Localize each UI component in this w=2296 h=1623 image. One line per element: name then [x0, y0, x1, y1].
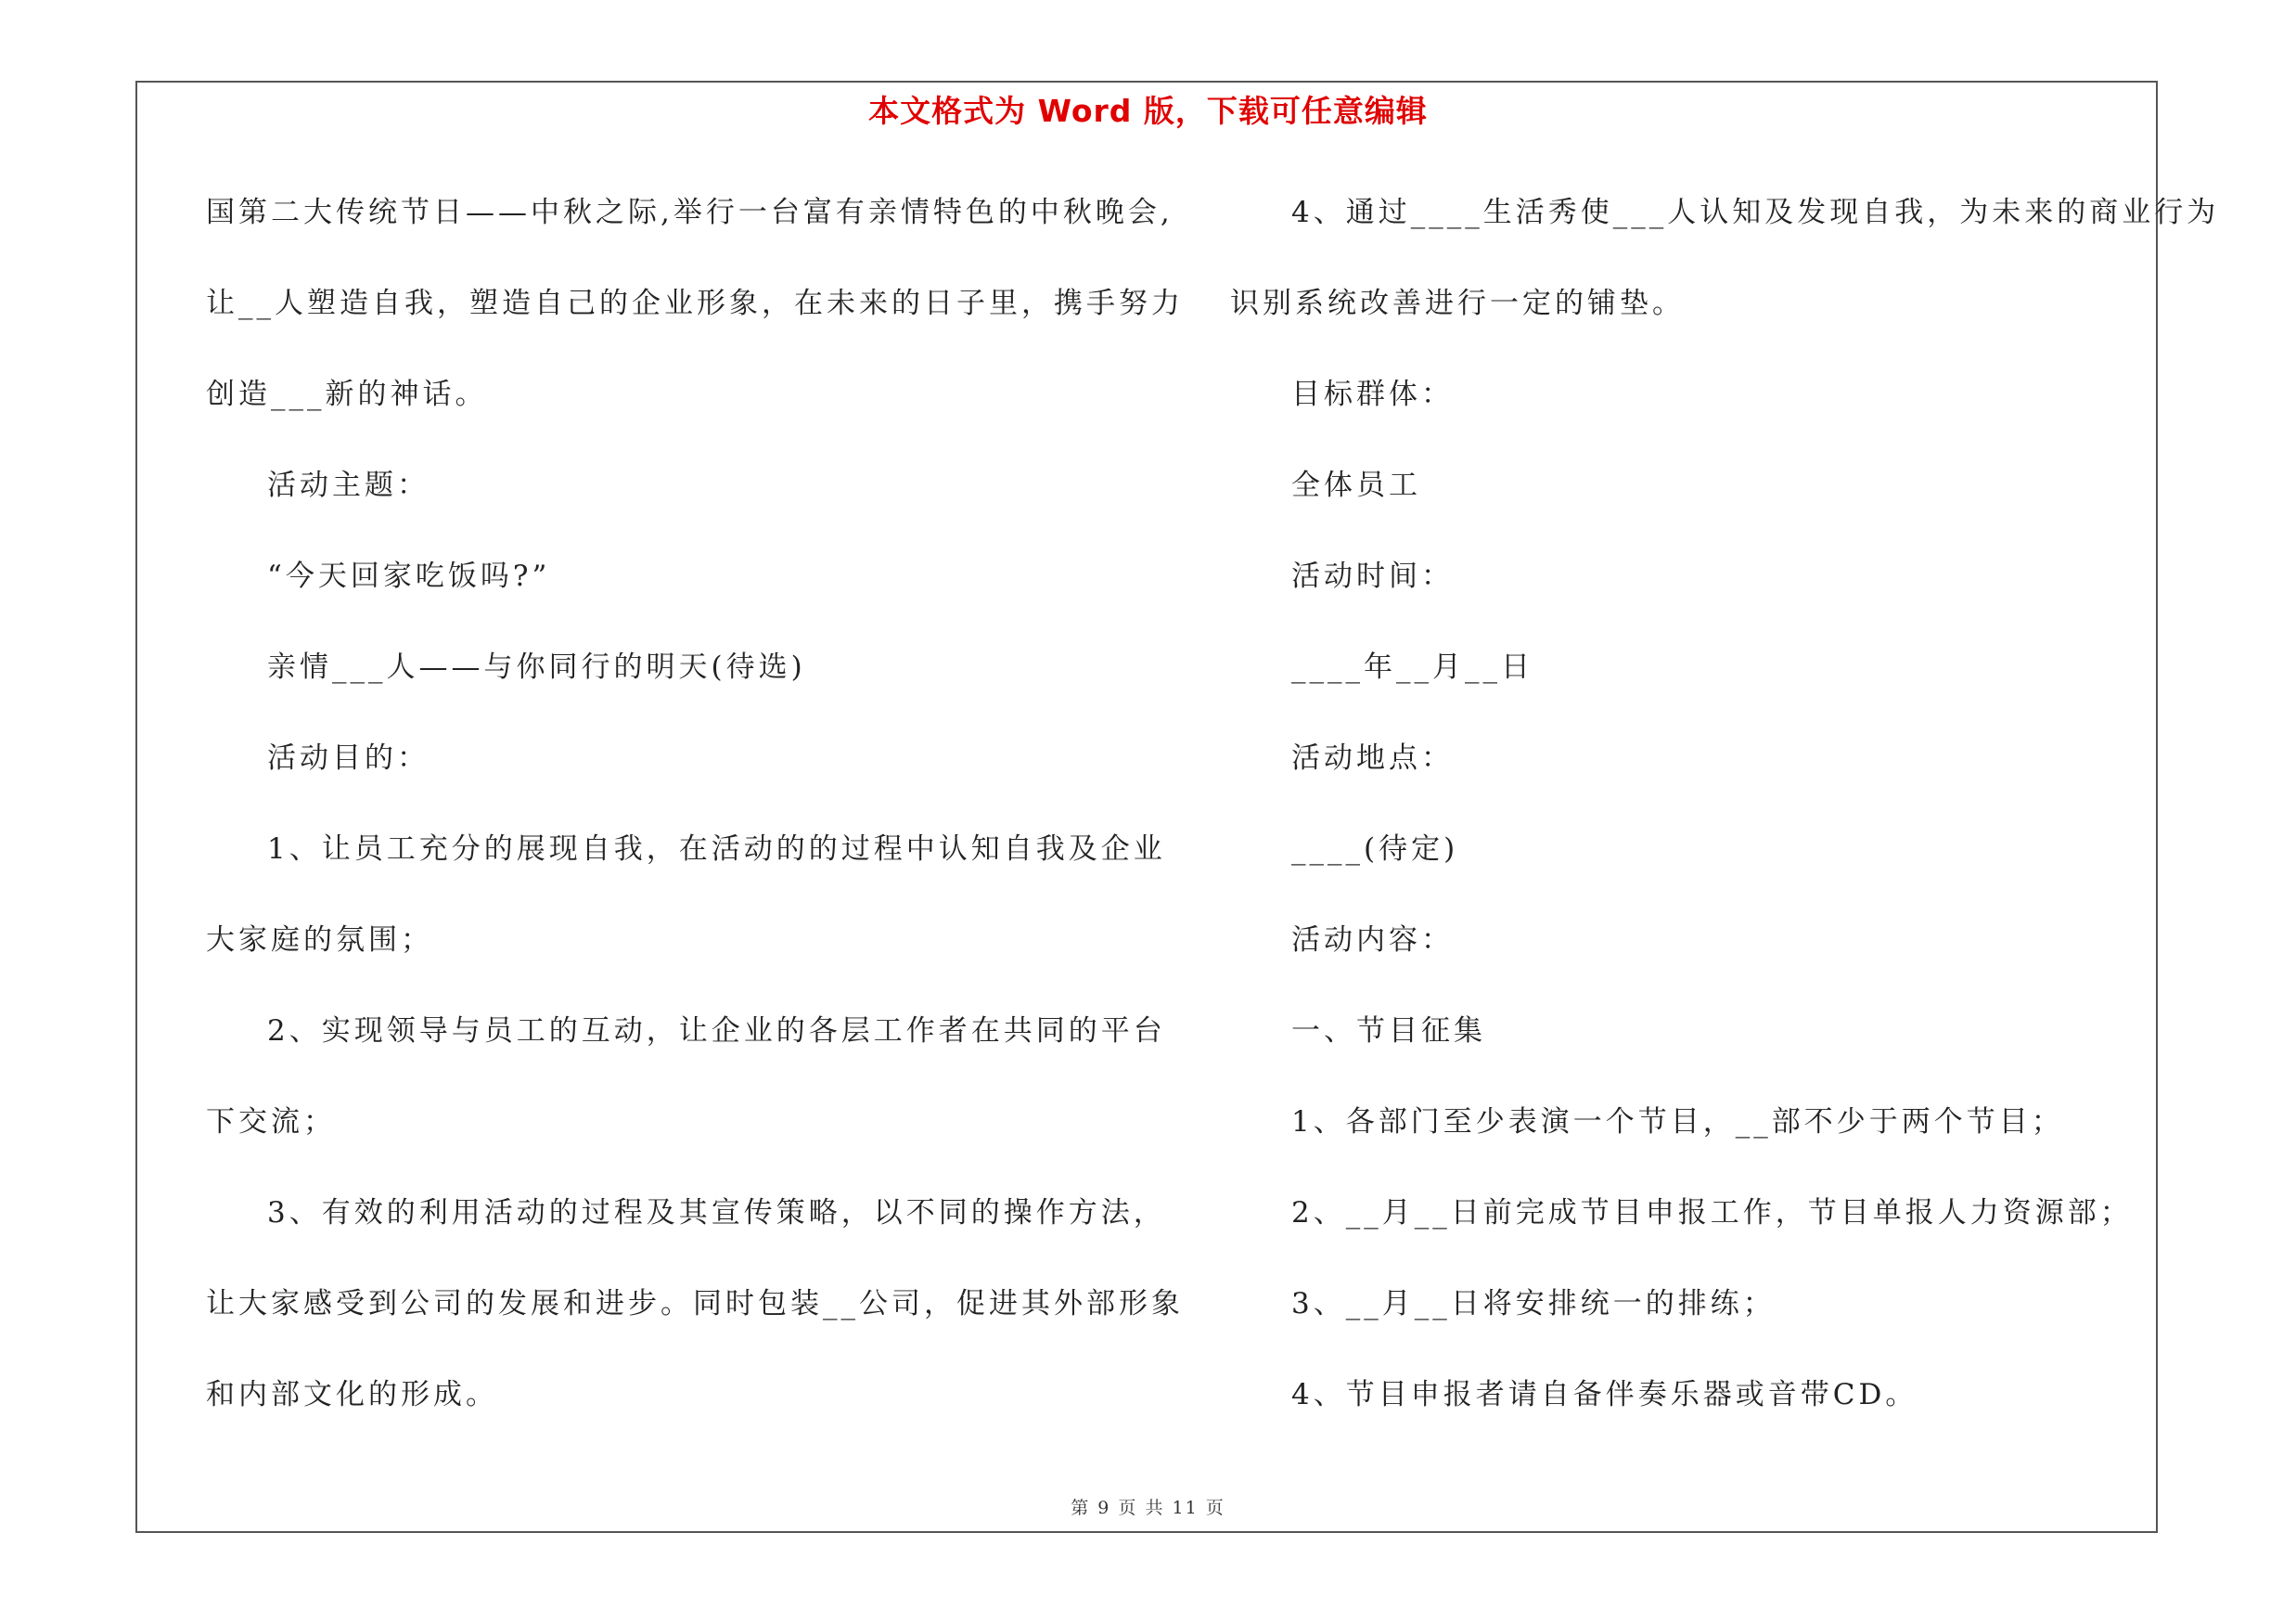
paragraph-line: 活动目的：: [267, 741, 430, 775]
paragraph-line: “今天回家吃饭吗?”: [267, 560, 551, 593]
paragraph-line: ____年__月__日: [1291, 650, 1533, 684]
paragraph-line: 2、__月__日前完成节目申报工作，节目单报人力资源部；: [1291, 1196, 2133, 1230]
paragraph-line: 国第二大传统节日——中秋之际,举行一台富有亲情特色的中秋晚会,: [206, 196, 1174, 229]
paragraph-line: 1、让员工充分的展现自我，在活动的的过程中认知自我及企业: [267, 832, 1166, 866]
paragraph-line: 4、节目申报者请自备伴奏乐器或音带CD。: [1291, 1378, 1918, 1411]
paragraph-line: 一、节目征集: [1291, 1014, 1486, 1048]
paragraph-line: 全体员工: [1291, 469, 1421, 502]
paragraph-line: 识别系统改善进行一定的铺垫。: [1230, 287, 1685, 320]
paragraph-line: 4、通过____生活秀使___人认知及发现自我，为未来的商业行为: [1291, 196, 2220, 229]
paragraph-line: 3、有效的利用活动的过程及其宣传策略，以不同的操作方法，: [267, 1196, 1166, 1230]
paragraph-line: 1、各部门至少表演一个节目，__部不少于两个节目；: [1291, 1105, 2064, 1139]
left-column: [206, 187, 1184, 1461]
paragraph-line: 目标群体：: [1291, 378, 1454, 411]
paragraph-line: 3、__月__日将安排统一的排练；: [1291, 1287, 1776, 1320]
right-column: [1230, 187, 2220, 1461]
paragraph-line: 活动地点：: [1291, 741, 1454, 775]
paragraph-line: 2、实现领导与员工的互动，让企业的各层工作者在共同的平台: [267, 1014, 1166, 1048]
paragraph-line: 大家庭的氛围；: [206, 923, 433, 957]
paragraph-line: 让大家感受到公司的发展和进步。同时包装__公司，促进其外部形象: [206, 1287, 1184, 1320]
header-banner: 本文格式为 Word 版，下载可任意编辑: [868, 93, 1428, 129]
paragraph-line: 活动内容：: [1291, 923, 1454, 957]
paragraph-line: 活动时间：: [1291, 560, 1454, 593]
paragraph-line: 亲情___人——与你同行的明天(待选): [267, 650, 806, 684]
paragraph-line: 创造___新的神话。: [206, 378, 488, 411]
paragraph-line: 活动主题：: [267, 469, 430, 502]
page-footer: 第 9 页 共 11 页: [1071, 1498, 1225, 1518]
paragraph-line: 和内部文化的形成。: [206, 1378, 498, 1411]
paragraph-line: ____(待定): [1291, 832, 1459, 866]
paragraph-line: 下交流；: [206, 1105, 336, 1139]
paragraph-line: 让__人塑造自我，塑造自己的企业形象，在未来的日子里，携手努力: [206, 287, 1184, 320]
